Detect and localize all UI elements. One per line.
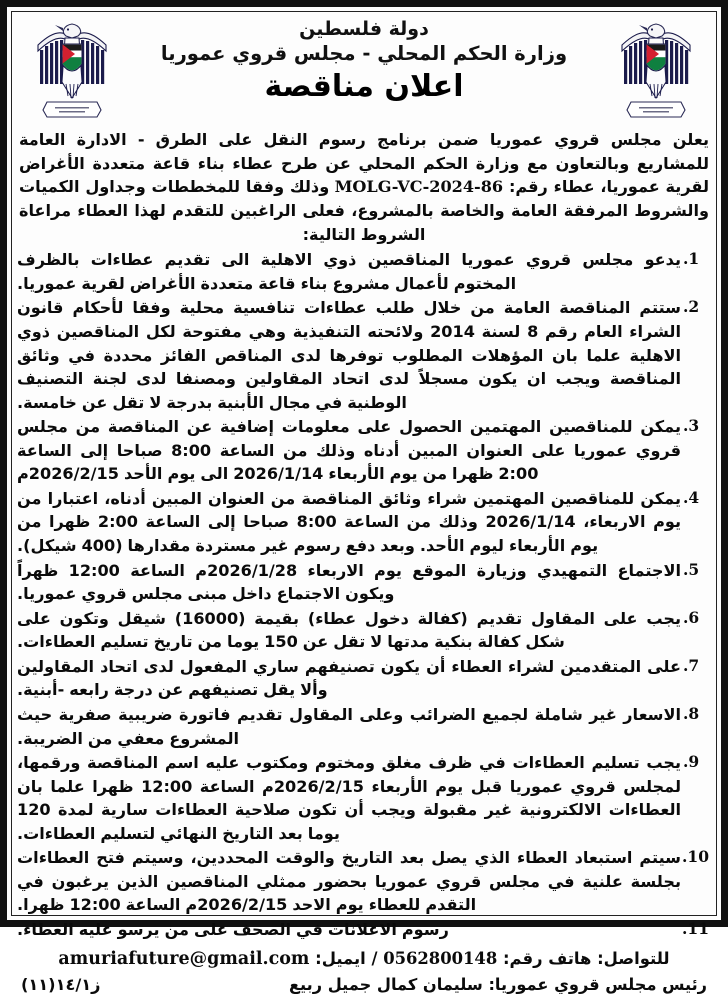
reference-code: ز١٤/١(١١) [21, 974, 101, 994]
list-item [17, 415, 711, 486]
term-text: سيتم استبعاد العطاء الذي يصل بعد التاريخ والوقت المحددين، وسيتم فتح العطاءات بجلسة علنية في مجلس قروي عموريا بحضور ممثلي المناقصين الذين يرغبون في التقدم للعطاء يوم الاحد 2026/2/15م الساعة 12:00 ظهرا. [17, 848, 681, 915]
phone-number: 0562800148 [383, 948, 498, 968]
state-name: دولة فلسطين [299, 18, 429, 40]
list-item [17, 703, 711, 750]
list-item [17, 655, 711, 702]
terms-list [17, 248, 711, 941]
ministry-and-council: وزارة الحكم المحلي - مجلس قروي عموريا [160, 42, 568, 66]
term-text: يجب تسليم العطاءات في ظرف مغلق ومختوم ومكتوب عليه اسم المناقصة ورقمها، لمجلس قروي عموريا قبل يوم الأربعاء 2026/2/15م الساعة 12:00 ظهرا علما بان العطاءات الالكترونية غير مقبولة ويجب أن تكون صلاحية العطاءات سارية لمدة 120 يوما بعد التاريخ النهائي لتسليم العطاءات. [17, 753, 681, 843]
intro-text-after: وذلك وفقا للمخططات وجداول الكميات والشروط المرفقة العامة والخاصة بالمشروع، فعلى الراغبين للتقدم لهذا العطاء مراعاة الشروط التالية: [19, 177, 709, 244]
term-text: يجب على المقاول تقديم (كفالة دخول عطاء) بقيمة (16000) شيقل وتكون على شكل كفالة بنكية مدتها لا تقل عن 150 يوما من تاريخ تسليم العطاءات. [17, 608, 681, 652]
document-header [17, 16, 711, 128]
term-text: يمكن للمناقصين المهتمين شراء وثائق المناقصة من العنوان المبين أدناه، اعتبارا من يوم الاربعاء، 2026/1/14 وذلك من الساعة 8:00 صباحا إلى الساعة 2:00 ظهرا من يوم الأربعاء ليوم الأحد. وبعد دفع رسوم غير مستردة مقدارها (400 شيكل). [17, 488, 682, 556]
term-text: يدعو مجلس قروي عموريا المناقصين ذوي الاهلية الى تقديم عطاءات بالظرف المختوم لأعمال مشروع بناء قاعة متعددة الأغراض لقرية عموريا. [17, 250, 681, 293]
page-title: اعلان مناقصة [264, 68, 464, 104]
term-text: يمكن للمناقصين المهتمين الحصول على معلومات إضافية عن المناقصة من مجلس قروي عموريا على العنوان المبين أدناه وذلك من الساعة 8:00 صباحا إلى الساعة 2:00 ظهرا من يوم الأربعاء 2026/1/14 الى يوم الأحد 2026/2/15م [17, 417, 681, 484]
contact-line [17, 947, 711, 972]
signature-row [17, 975, 711, 994]
list-item [17, 846, 711, 917]
list-item [17, 248, 711, 295]
page-content [17, 16, 711, 994]
list-item [17, 296, 711, 414]
list-item [17, 918, 711, 942]
term-text: رسوم الاعلانات في الصحف على من يرسو عليه العطاء. [17, 920, 449, 940]
list-item [17, 559, 711, 606]
list-item [17, 487, 711, 558]
list-item [17, 751, 711, 845]
palestine-eagle-emblem [35, 20, 109, 124]
intro-text-before: يعلن مجلس قروي عموريا ضمن برنامج رسوم النقل على الطرق - الادارة العامة للمشاريع وبالتعاون مع وزارة الحكم المحلي عن طرح عطاء بناء قاعة متعددة الأغراض لقرية عموريا، عطاء رقم: [19, 130, 709, 197]
chairman-name: رئيس مجلس قروي عموريا: سليمان كمال جميل ربيع [289, 974, 707, 994]
list-item [17, 607, 711, 654]
term-text: ستتم المناقصة العامة من خلال طلب عطاءات تنافسية محلية وفقا لأحكام قانون الشراء العام رقم 8 لسنة 2014 ولائحته التنفيذية وهي مفتوحة لكل المناقصين ذوي الاهلية علما بان المؤهلات المطلوب توفرها لدى المناقص الفائز محددة في وثائق المناقصة ويجب ان يكون مسجلاً لدى اتحاد المقاولين ومصنفا لدى لجنة التصنيف الوطنية في مجال الأبنية بدرجة لا تقل عن خامسة. [17, 298, 681, 412]
header-titles [127, 18, 601, 105]
term-text: الاسعار غير شاملة لجميع الضرائب وعلى المقاول تقديم فاتورة ضريبية صفرية حيث المشروع معفي من الضريبة. [17, 704, 681, 748]
term-text: على المتقدمين لشراء العطاء أن يكون تصنيفهم ساري المفعول لدى اتحاد المقاولين وألا يقل تصنيفهم عن درجة رابعه -أبنية. [17, 656, 681, 700]
email-address[interactable]: amuriafuture@gmail.com [58, 948, 310, 969]
contact-label: للتواصل: هاتف رقم: [497, 948, 670, 968]
term-text: الاجتماع التمهيدي وزيارة الموقع يوم الاربعاء 2026/1/28م الساعة 12:00 ظهراً ويكون الاجتماع داخل مبنى مجلس قروي عموريا. [17, 560, 681, 604]
intro-paragraph [19, 128, 709, 246]
tender-number: MOLG-VC-2024-86 [334, 177, 504, 197]
palestine-eagle-emblem [619, 20, 693, 124]
email-label: / ايميل: [309, 948, 384, 968]
